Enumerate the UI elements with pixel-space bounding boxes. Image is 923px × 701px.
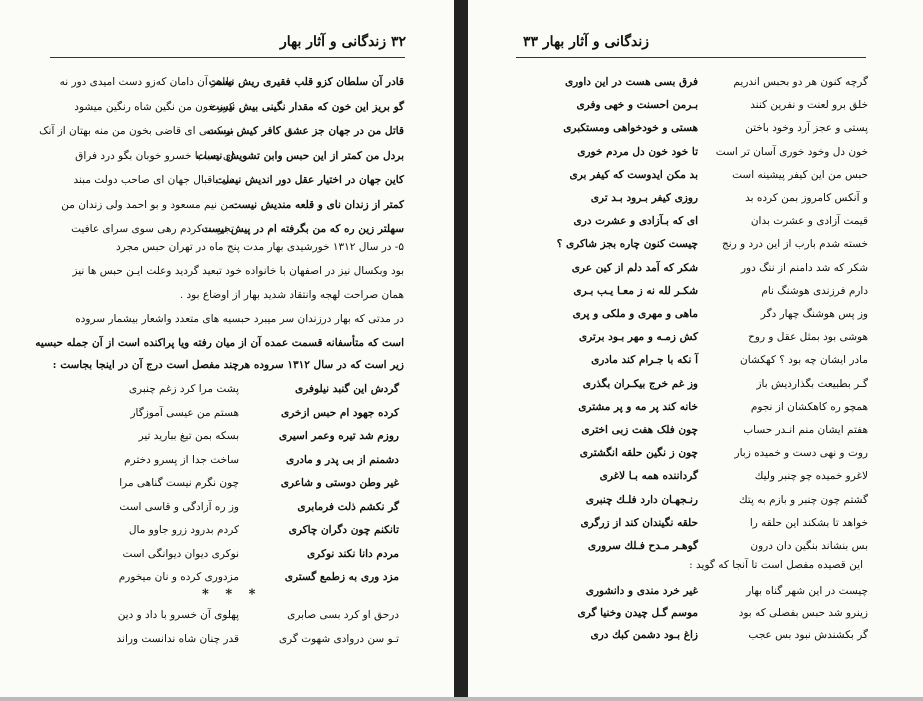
verse-hemistich-right: گر بکشندش نبود بس عجب (748, 629, 868, 641)
intro-line: این قصیده مفصل است تا آنجا که گوید : (689, 559, 863, 571)
left-page (0, 0, 454, 697)
verse-hemistich-right: من نیم مسعود و بو احمد ولی زندان من (61, 198, 234, 211)
verse-hemistich-left: چیست کنون چاره بجز شاکری ؟ (556, 238, 698, 251)
verse-hemistich-right: خون دل وخود خوری آسان تر است (715, 145, 868, 158)
verse-hemistich-right: وز ره آزادگی و قاسی است (119, 500, 239, 513)
verse-hemistich-right: ساخت جدا از پسرو دخترم (124, 453, 239, 466)
verse-hemistich-right: بر کسی ای قاضی بخون من منه بهتان از آنک (39, 125, 234, 137)
paragraph-line: است که متأسفانه قسمت عمده آن از میان رفته ویا پراکنده است از آن جمله حبسیه (35, 337, 404, 349)
verse-hemistich-right: و آنکس کامروز بمن کرده بد (745, 192, 868, 204)
verse-hemistich-left: مردم دانا نکند نوکری (306, 547, 399, 560)
verse-hemistich-right: پستی و عجز آرد وخود باختن (745, 122, 868, 135)
verse-hemistich-right: حبس من این کیفر پیشینه است (732, 168, 868, 181)
right-page (468, 0, 923, 697)
verse-hemistich-left: قادر آن سلطان کزو قلب فقیری ریش نیست (208, 76, 404, 88)
verse-hemistich-right: وز پس هوشنگ چهار دگر (760, 308, 868, 320)
verse-hemistich-right: پشت مرا کرد زغم چنبری (128, 383, 239, 395)
verse-hemistich-left: گردش این گنبد نیلوفری (295, 383, 399, 395)
verse-hemistich-left: شکـر لله نه ز معـا یـب بـری (573, 284, 698, 297)
verse-hemistich-right: مادر ایشان چه بود ؟ کهکشان (739, 354, 868, 367)
verse-hemistich-right: لاغرو خمیده چو چنبر ولیك (754, 470, 868, 483)
verse-hemistich-left: بـرمن احسنت و خهی وفری (576, 99, 698, 112)
footnote-line: بود وبکسال نیز در اصفهان با خانواده خود تبعید گردید وعلت ایـن حبس ها نیز (72, 265, 404, 277)
verse-hemistich-right: هستم من عیسی آموزگار (130, 406, 239, 419)
verse-hemistich-left: تانکنم چون دگران چاکری (288, 524, 399, 536)
verse-hemistich-left: تـو سن دروادی شهوت گری (278, 633, 399, 645)
verse-hemistich-left: غیر خرد مندی و دانشوری (585, 585, 698, 597)
verse-hemistich-left: حلقه نگیندان کند از زرگری (580, 516, 698, 529)
verse-hemistich-left: دشمنم از بی پدر و مادری (285, 453, 399, 466)
verse-hemistich-left: موسم گـل چیدن وخنیا گری (577, 607, 698, 619)
verse-hemistich-right: هفتم ایشان منم انـدر حساب (743, 424, 868, 436)
verse-hemistich-right: بس بنشاند بنگین دان درون (750, 540, 868, 552)
verse-hemistich-right: کرز خون من نگین شاه رنگین میشود (74, 100, 234, 113)
footnote-line: همان صراحت لهجه وانتقاد شدید بهار از اوضاع بود . (179, 289, 404, 301)
verse-hemistich-left: چون فلک هفت زبی اختری (581, 424, 698, 436)
verse-hemistich-left: کاین جهان در اختیار عقل دور اندیش نیست (215, 174, 404, 186)
verse-hemistich-right: بسکه بمن تیغ ببارید تیر (138, 430, 239, 442)
verse-hemistich-right: کردم بدرود زرو جاوو مال (128, 524, 239, 536)
verse-hemistich-left: گوهـر مـدح فـلك سروری (587, 540, 698, 552)
verse-hemistich-left: کرده جهود ام حبس ازخری (281, 406, 399, 419)
verse-hemistich-right: ای صبا با خسرو خوبان بگو درد فراق (75, 149, 234, 162)
verse-hemistich-left: گرداننده همه بـا لاغری (599, 470, 698, 483)
verse-hemistich-right: هوشی بود بمثل عقل و روح (748, 331, 868, 344)
right-page-header: زندگانی و آثار بهار ۳۳ (523, 34, 649, 50)
verse-hemistich-left: خانه کند پر مه و پر مشتری (578, 400, 698, 413)
verse-hemistich-right: گشتم چون چنبر و بازم به پتك (738, 493, 868, 506)
verse-hemistich-left: فرق بسی هست در این داوری (564, 76, 698, 88)
verse-hemistich-left: زاغ بـود دشمن کبك دری (590, 629, 698, 641)
paragraph-line: زیر است که در سال ۱۳۱۲ سروده هرچند مفصل است درج آن در اینجا بجاست : (52, 359, 404, 371)
verse-hemistich-right: شکر که شد دامنم از ننگ دور (740, 261, 868, 274)
verse-hemistich-right: مزدوری کرده و نان میخورم (118, 571, 239, 583)
verse-hemistich-left: چون ز نگین حلقه انگشتری (579, 447, 698, 460)
verse-hemistich-right: تجربت کردم رهی سوی سرای عافیت (71, 223, 234, 235)
verse-hemistich-left: درحق او کرد بسی صابری (287, 609, 399, 621)
paragraph-line: در مدتی که بهار درزندان سر میبرد حبسیه های متعدد واشعار بیشمار سروده (75, 313, 404, 325)
header-rule (50, 57, 405, 58)
verse-hemistich-left: سهلتر زین ره که من بگرفته ام در پیش نیست (201, 223, 404, 235)
verse-hemistich-right: چیست در این شهر گناه بهار (746, 585, 868, 597)
verse-hemistich-left: آ نکه با جـرام کند مادری (591, 354, 698, 367)
verse-hemistich-left: بد مکن ایدوست که کیفر بری (569, 168, 698, 181)
verse-hemistich-right: قدر چنان شاه ندانست وراند (116, 633, 239, 645)
verse-hemistich-left: گر نکشم ذلت فرمابری (297, 500, 399, 513)
verse-hemistich-left: کمتر از زندان نای و قلعه مندیش نیست (231, 198, 404, 211)
left-page-header: ۳۲ زندگانی و آثار بهار (280, 34, 406, 50)
verse-hemistich-right: دارم فرزندی هوشنگ نام (761, 284, 868, 297)
verse-hemistich-left: کش زمـه و مهر بـود برتری (578, 331, 698, 344)
verse-hemistich-right: قیمت آزادی و عشرت بدان (750, 215, 868, 228)
verse-hemistich-left: ماهی و مهری و ملکی و پری (572, 308, 698, 320)
verse-hemistich-left: روزم شد تیره وعمر اسیری (278, 430, 399, 442)
verse-hemistich-right: دل باقبال جهان ای صاحب دولت مبند (73, 174, 234, 186)
verse-hemistich-left: هستی و خودخواهی ومستکبری (563, 122, 698, 135)
header-rule (516, 57, 866, 58)
verse-hemistich-left: بردل من کمتر از این حبس وابن تشویش نیست (196, 149, 404, 162)
verse-hemistich-right: چون نگرم نیست گناهی مرا (119, 477, 239, 489)
verse-hemistich-right: نوکری دیوان دیوانگی است (122, 547, 239, 560)
verse-hemistich-left: قاتل من در جهان جز عشق کافر کیش نیست (207, 125, 404, 137)
verse-hemistich-right: خلق برو لعنت و نفرین کنند (750, 99, 868, 112)
verse-hemistich-left: غیر وطن دوستی و شاعری (280, 477, 399, 489)
verse-hemistich-left: مزد وری به زطمع گستری (284, 571, 399, 583)
verse-hemistich-left: رنـجهـان دارد فلـك چنبری (585, 493, 698, 506)
verse-hemistich-right: گرچه کنون هر دو بحبس اندریم (733, 76, 868, 88)
verse-hemistich-right: خسته شدم بارب از این درد و رنج (722, 238, 868, 251)
verse-hemistich-right: گـر بطبیعت بگذاردیش باز (756, 377, 868, 390)
book-gutter (454, 0, 468, 701)
verse-hemistich-left: وز غم خرج بیکـران بگذری (582, 377, 698, 390)
verse-hemistich-left: شکر که آمد دلم از کین عری (571, 261, 698, 274)
verse-hemistich-left: گو بریز این خون که مقدار نگینی بیش نیست (209, 100, 404, 113)
verse-hemistich-right: روت و نهی دست و خمیده زبار (734, 447, 868, 460)
verse-hemistich-right: همچو ره کاهکشان از نجوم (750, 400, 868, 413)
verse-hemistich-right: زینرو شد حبس بفصلی که بود (738, 607, 868, 619)
verse-hemistich-left: ای که بـآزادی و عشرت دری (573, 215, 698, 228)
page-bottom-edge (0, 697, 923, 701)
verse-hemistich-right: خواهد تا بشکند این حلقه را (749, 516, 868, 529)
verse-hemistich-right: پهلوی آن خسرو با داد و دین (117, 609, 239, 621)
verse-hemistich-left: روزی کیفر بـرود بـد تری (590, 192, 698, 204)
verse-hemistich-left: تا خود خون دل مردم خوری (577, 145, 698, 158)
section-stars: * * * (202, 587, 262, 602)
verse-hemistich-right: طاهر آن دامان که‌زو دست امیدی دور نه (59, 76, 234, 88)
footnote-line: ۵- در سال ۱۳۱۲ خورشیدی بهار مدت پنج ماه در تهران حبس مجرد (116, 241, 404, 253)
